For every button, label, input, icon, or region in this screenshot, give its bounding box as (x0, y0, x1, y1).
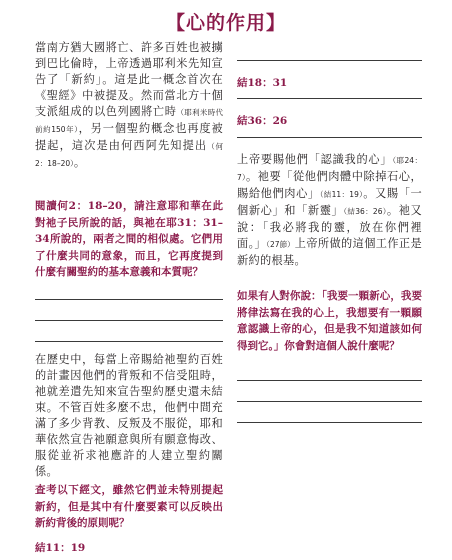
history-paragraph: 在歷史中，每當上帝賜給祂聖約百姓的計畫因他們的背叛和不信受阻時，祂就差遣先知來宣告聖約歷史還未結束。不管百姓多麼不忠，他們中間充滿了多少背教、反叛及不服從，耶和華依然宣告祂願意與所有願意悔改、服從並祈求祂應許的人建立聖約關係。 (35, 353, 223, 478)
intro-note-2: （何2：18–20） (35, 142, 223, 168)
answer-line[interactable] (237, 401, 422, 402)
intro-text: 當南方猶大國將亡、許多百姓也被擄到巴比倫時，上帝透過耶利米先知宣告了「新約」。這是此一概念首次在《聖經》中被提及。然而當北方十個支派組成的以色列國將亡時 (35, 41, 223, 118)
para-a: 上帝要賜他們「認識我的心」 (237, 153, 393, 166)
scripture-ref-ezek-11-19: 結11：19 (35, 542, 86, 554)
note-a: （耶24：7） (237, 156, 423, 182)
intro-text-2: ，另一個聖約概念也再度被提起，這次是由何西阿先知提出 (35, 122, 223, 152)
page-title: 【心的作用】 (165, 12, 286, 34)
answer-line[interactable] (237, 60, 422, 61)
answer-line[interactable] (35, 341, 223, 342)
answer-line[interactable] (237, 98, 422, 99)
scripture-ref-ezek-18-31: 結18：31 (237, 77, 288, 89)
para-e: 上帝所做的這個工作正是新約的根基。 (237, 237, 422, 267)
para-b: 。祂要「從他們肉體中除掉石心，賜給他們肉心」 (237, 170, 422, 200)
scripture-ref-ezek-36-26: 結36：26 (237, 115, 288, 127)
para-c: 。又賜「一個新心」和「新靈」 (237, 187, 422, 217)
answer-line[interactable] (237, 137, 422, 138)
note-b: （結11：19） (319, 190, 364, 199)
new-heart-paragraph (237, 152, 422, 269)
intro-end: 。 (73, 156, 86, 169)
question-1: 閱讀何2：18–20，請注意耶和華在此對祂子民所說的話，與祂在耶31：31–34所說的，兩者之間的相似處。它們用了什麼共同的意象，而且，它再度提到什麼有關聖約的基本意義和本質呢？ (35, 200, 223, 278)
answer-line[interactable] (35, 299, 223, 300)
answer-line[interactable] (237, 422, 422, 423)
answer-line[interactable] (237, 380, 422, 381)
note-d: （27節） (266, 240, 295, 249)
para-d: 。祂又說：「我必將我的靈，放在你們裡面。」 (237, 204, 422, 250)
question-2: 查考以下經文，雖然它們並未特別提起新約，但是其中有什麼要素可以反映出新約背後的原則呢？ (35, 484, 223, 529)
answer-line[interactable] (35, 320, 223, 321)
intro-paragraph (35, 40, 223, 172)
intro-note-1: （耶利米時代前約150年） (35, 108, 223, 134)
question-3: 如果有人對你說：「我要一顆新心，我要將律法寫在我的心上，我想要有一顆願意認識上帝的心，但是我不知道該如何得到它。」你會對這個人說什麼呢？ (237, 290, 422, 352)
note-c: （結36：26） (343, 207, 387, 216)
